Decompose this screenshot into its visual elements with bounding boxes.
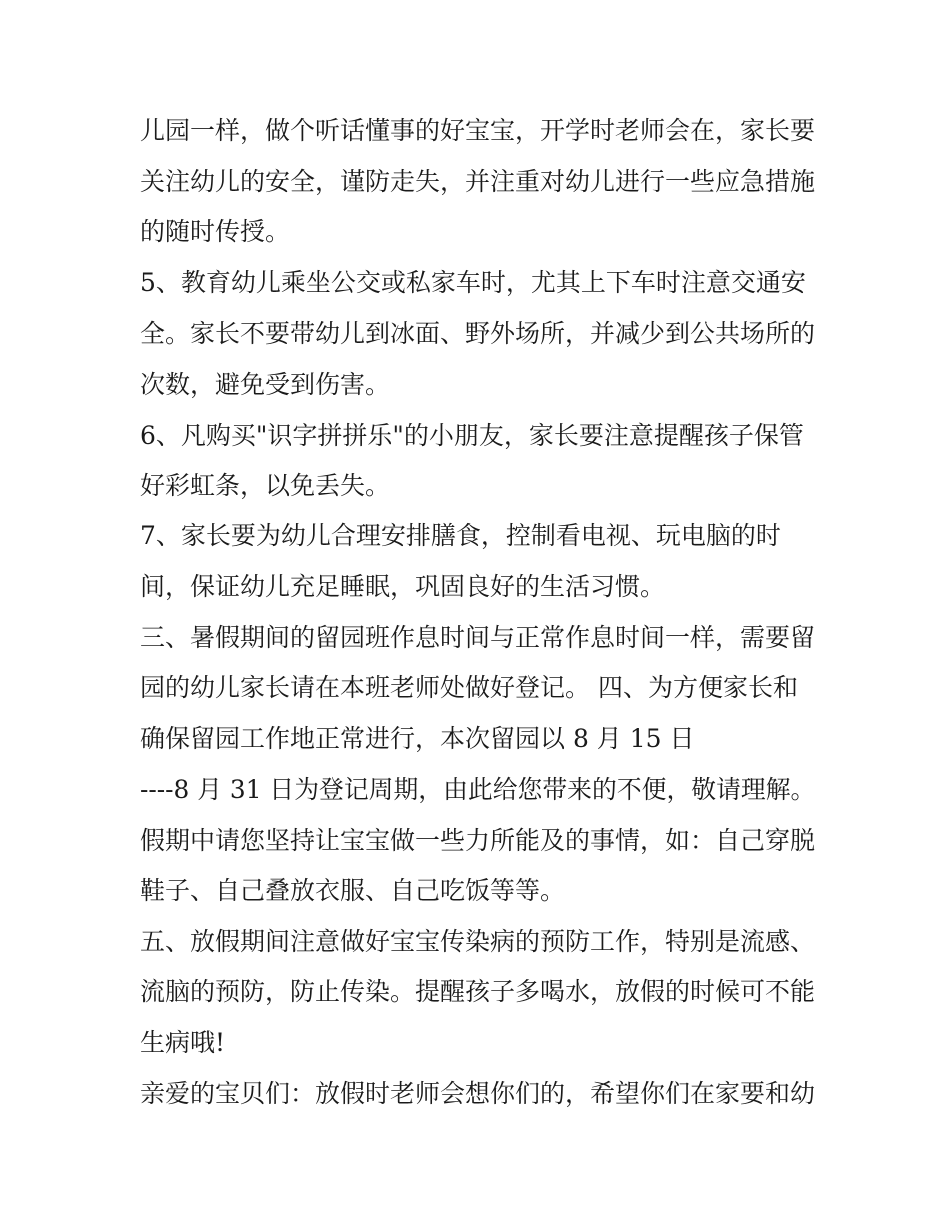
text-line: 的随时传授。 <box>140 217 291 246</box>
text-line: 全。家长不要带幼儿到冰面、野外场所，并减少到公共场所的 <box>140 319 816 348</box>
text-line: 亲爱的宝贝们：放假时老师会想你们的，希望你们在家要和幼 <box>140 1079 816 1108</box>
text-line: 7、家长要为幼儿合理安排膳食，控制看电视、玩电脑的时 <box>140 521 781 550</box>
text-line: 三、暑假期间的留园班作息时间与正常作息时间一样，需要留 <box>140 623 816 652</box>
text-line: 五、放假期间注意做好宝宝传染病的预防工作，特别是流感、 <box>140 927 816 956</box>
text-line: 间，保证幼儿充足睡眠，巩固良好的生活习惯。 <box>140 572 666 601</box>
text-line: 确保留园工作地正常进行，本次留园以 8 月 15 日 <box>140 724 695 753</box>
text-line: 假期中请您坚持让宝宝做一些力所能及的事情，如：自己穿脱 <box>140 826 816 855</box>
text-line: 儿园一样，做个听话懂事的好宝宝，开学时老师会在，家长要 <box>140 116 816 145</box>
text-line: 次数，避免受到伤害。 <box>140 370 391 399</box>
text-line: 生病哦! <box>140 1028 226 1057</box>
text-line: 鞋子、自己叠放衣服、自己吃饭等等。 <box>140 876 566 905</box>
text-line: ----8 月 31 日为登记周期，由此给您带来的不便，敬请理解。 <box>140 775 816 804</box>
text-line: 关注幼儿的安全，谨防走失，并注重对幼儿进行一些应急措施 <box>140 167 816 196</box>
text-line: 5、教育幼儿乘坐公交或私家车时，尤其上下车时注意交通安 <box>140 268 806 297</box>
text-line: 好彩虹条，以免丢失。 <box>140 471 391 500</box>
text-line: 6、凡购买"识字拼拼乐"的小朋友，家长要注意提醒孩子保管 <box>140 421 804 450</box>
text-line: 园的幼儿家长请在本班老师处做好登记。 四、为方便家长和 <box>140 673 798 702</box>
text-line: 流脑的预防，防止传染。提醒孩子多喝水，放假的时候可不能 <box>140 977 816 1006</box>
